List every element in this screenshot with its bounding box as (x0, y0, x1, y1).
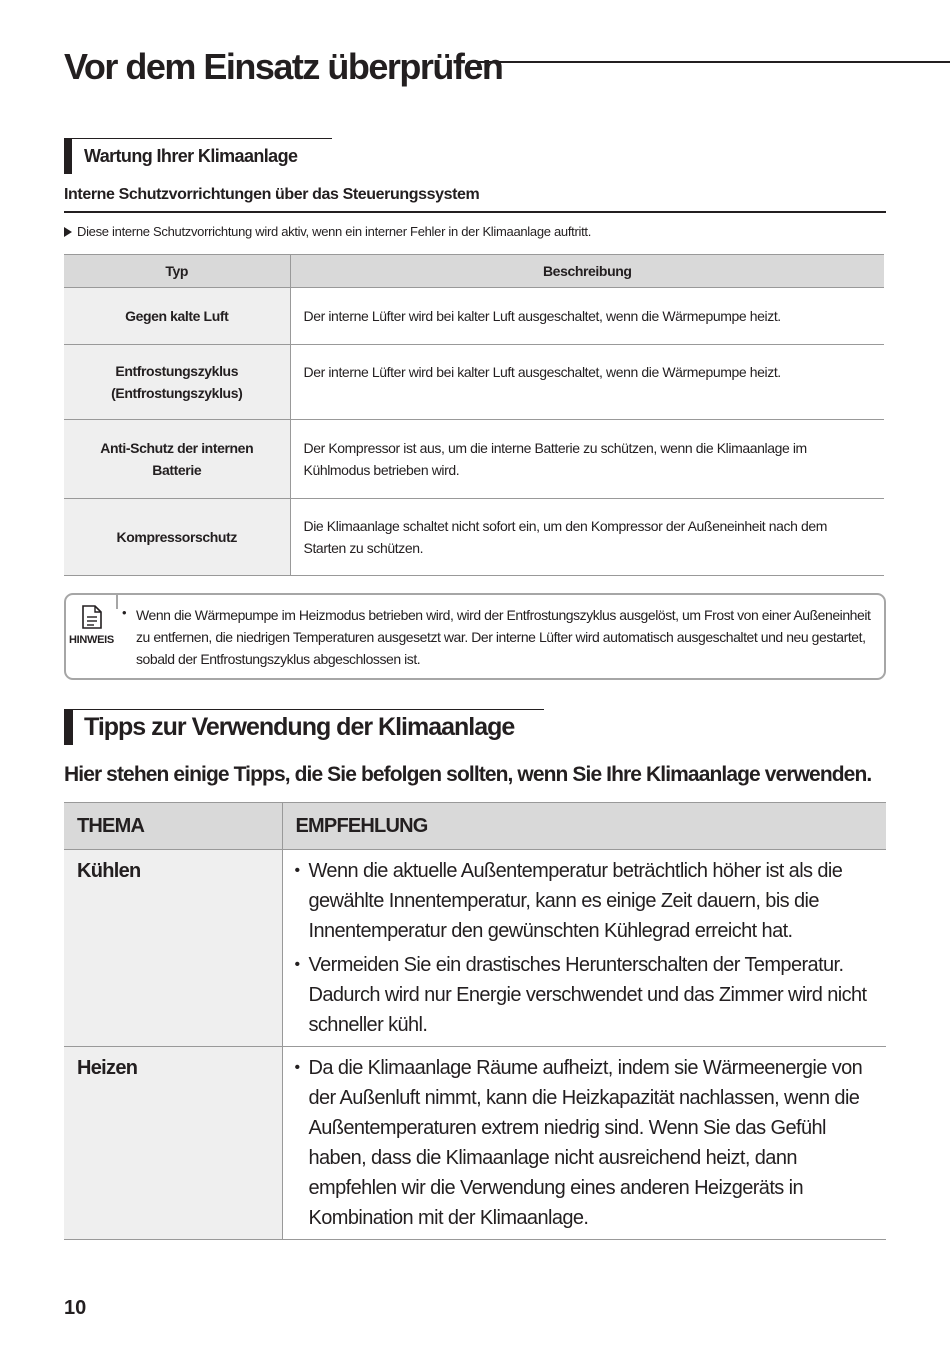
cell-typ: Gegen kalte Luft (64, 288, 290, 345)
table-row (64, 850, 886, 1047)
recommendation-item: • Da die Klimaanlage Räume aufheizt, indem sie Wärmeenergie von der Außenluft nimmt, kann die Heizkapazität nachlassen, wenn die Außentemperaturen extrem niedrig sind. Wenn Sie das Gefühl haben, dass die Klimaanlage nicht ausreichend heizt, dann empfehlen wir die Verwendung eines anderen Heizgeräts in Kombination mit der Klimaanlage. (295, 1053, 877, 1233)
note-label: HINWEIS (69, 634, 114, 646)
table-row (64, 1047, 886, 1240)
cell-beschreibung: Der interne Lüfter wird bei kalter Luft ausgeschaltet, wenn die Wärmepumpe heizt. (290, 345, 884, 420)
table-row (64, 288, 884, 345)
header-thema: THEMA (64, 803, 282, 850)
note-bullet: • (122, 605, 127, 620)
section-heading-text: Wartung Ihrer Klimaanlage (84, 146, 298, 166)
cell-beschreibung: Der Kompressor ist aus, um die interne Batterie zu schützen, wenn die Klimaanlage im Kühlmodus betrieben wird. (290, 420, 884, 499)
section-heading-maintenance (64, 138, 332, 174)
header-typ: Typ (64, 255, 290, 288)
note-text: Wenn die Wärmepumpe im Heizmodus betrieben wird, wird der Entfrostungszyklus ausgelöst, um Frost von einer Außeneinheit zu entfernen, die niedrigen Temperaturen ausgesetzt war. Der interne Lüfter wird automatisch ausgeschaltet und neu gestartet, sobald der Entfrostungszyklus abgeschlossen ist. (136, 607, 871, 667)
cell-beschreibung: Der interne Lüfter wird bei kalter Luft ausgeschaltet, wenn die Wärmepumpe heizt. (290, 288, 884, 345)
recommendation-item: • Vermeiden Sie ein drastisches Herunterschalten der Temperatur. Dadurch wird nur Energie verschwendet und das Zimmer wird nicht schneller kühl. (295, 950, 877, 1040)
tips-table (64, 802, 886, 1240)
cell-typ: Kompressorschutz (64, 499, 290, 576)
page-number: 10 (64, 1297, 87, 1319)
title-rule (472, 61, 950, 63)
table-row (64, 499, 884, 576)
cell-typ: Entfrostungszyklus (Entfrostungszyklus) (64, 345, 290, 420)
table-row (64, 345, 884, 420)
heading-bar (64, 710, 73, 745)
section-heading-tips (64, 709, 544, 745)
subheading-protection: Interne Schutzvorrichtungen über das Steuerungssystem (64, 186, 886, 213)
note-box (64, 593, 886, 680)
table-row (64, 420, 884, 499)
recommendation-item: • Wenn die aktuelle Außentemperatur beträchtlich höher ist als die gewählte Innentemperatur, kann es einige Zeit dauern, bis die Innentemperatur den gewünschten Kühlegrad erreicht hat. (295, 856, 877, 946)
intro-text: Diese interne Schutzvorrichtung wird aktiv, wenn ein interner Fehler in der Klimaanlage auftritt. (77, 224, 592, 239)
header-empfehlung: EMPFEHLUNG (282, 803, 886, 850)
note-icon (82, 605, 102, 629)
triangle-bullet-icon (64, 227, 72, 237)
tips-lead: Hier stehen einige Tipps, die Sie befolgen sollten, wenn Sie Ihre Klimaanlage verwenden. (64, 763, 872, 786)
section-heading-text: Tipps zur Verwendung der Klimaanlage (84, 713, 515, 741)
cell-beschreibung: Die Klimaanlage schaltet nicht sofort ein, um den Kompressor der Außeneinheit nach dem Starten zu schützen. (290, 499, 884, 576)
page-title: Vor dem Einsatz überprüfen (64, 46, 503, 87)
header-beschreibung: Beschreibung (290, 255, 884, 288)
cell-typ: Anti-Schutz der internen Batterie (64, 420, 290, 499)
table-header-row (64, 803, 886, 850)
cell-thema: Kühlen (64, 850, 282, 1047)
intro-line (64, 224, 591, 239)
protection-table (64, 254, 884, 576)
cell-empfehlung (282, 850, 886, 1047)
heading-bar (64, 139, 72, 174)
cell-thema: Heizen (64, 1047, 282, 1240)
note-divider (116, 595, 118, 609)
cell-empfehlung (282, 1047, 886, 1240)
table-header-row (64, 255, 884, 288)
